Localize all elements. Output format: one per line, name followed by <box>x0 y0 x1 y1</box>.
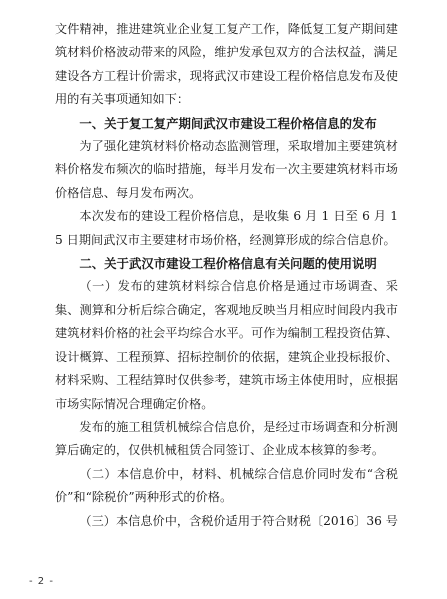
document-body <box>55 18 398 533</box>
body-paragraph-intro-continued: 文件精神，推进建筑业企业复工复产工作，降低复工复产期间建筑材料价格波动带来的风险，维护发承包双方的合法权益，满足建设各方工程计价需求，现将武汉市建设工程价格信息发布及使用的有关事项通知如下： <box>55 22 398 107</box>
body-paragraph: 为了强化建筑材料价格动态监测管理，采取增加主要建筑材料价格发布频次的临时措施，每半月发布一次主要建筑材料市场价格信息、每月发布两次。 <box>55 139 398 200</box>
section-heading-2: 二、关于武汉市建设工程价格信息有关问题的使用说明 <box>79 256 377 272</box>
body-paragraph: （二）本信息价中，材料、机械综合信息价同时发布“含税价”和“除税价”两种形式的价格。 <box>55 466 398 505</box>
section-heading-1: 一、关于复工复产期间武汉市建设工程价格信息的发布 <box>79 115 377 131</box>
body-paragraph: （一）发布的建筑材料综合信息价格是通过市场调查、采集、测算和分析后综合确定，客观地反映当月相应时间段内我市建筑材料价格的社会平均综合水平。可作为编制工程投资估算、设计概算、工程预算、招标控制价的依据，建筑企业投标报价、材料采购、工程结算时仅供参考，建筑市场主体使用时，应根据市场实际情况合理确定价格。 <box>55 279 398 411</box>
body-paragraph: 发布的施工租赁机械综合信息价，是经过市场调查和分析测算后确定的，仅供机械租赁合同签订、企业成本核算的参考。 <box>55 419 398 458</box>
page-number: - 2 - <box>29 576 54 587</box>
body-paragraph: 本次发布的建设工程价格信息，是收集 6 月 1 日至 6 月 15 日期间武汉市主要建材市场价格，经测算形成的综合信息价。 <box>55 209 398 247</box>
body-paragraph: （三）本信息价中，含税价适用于符合财税〔2016〕36 号 <box>79 513 398 528</box>
